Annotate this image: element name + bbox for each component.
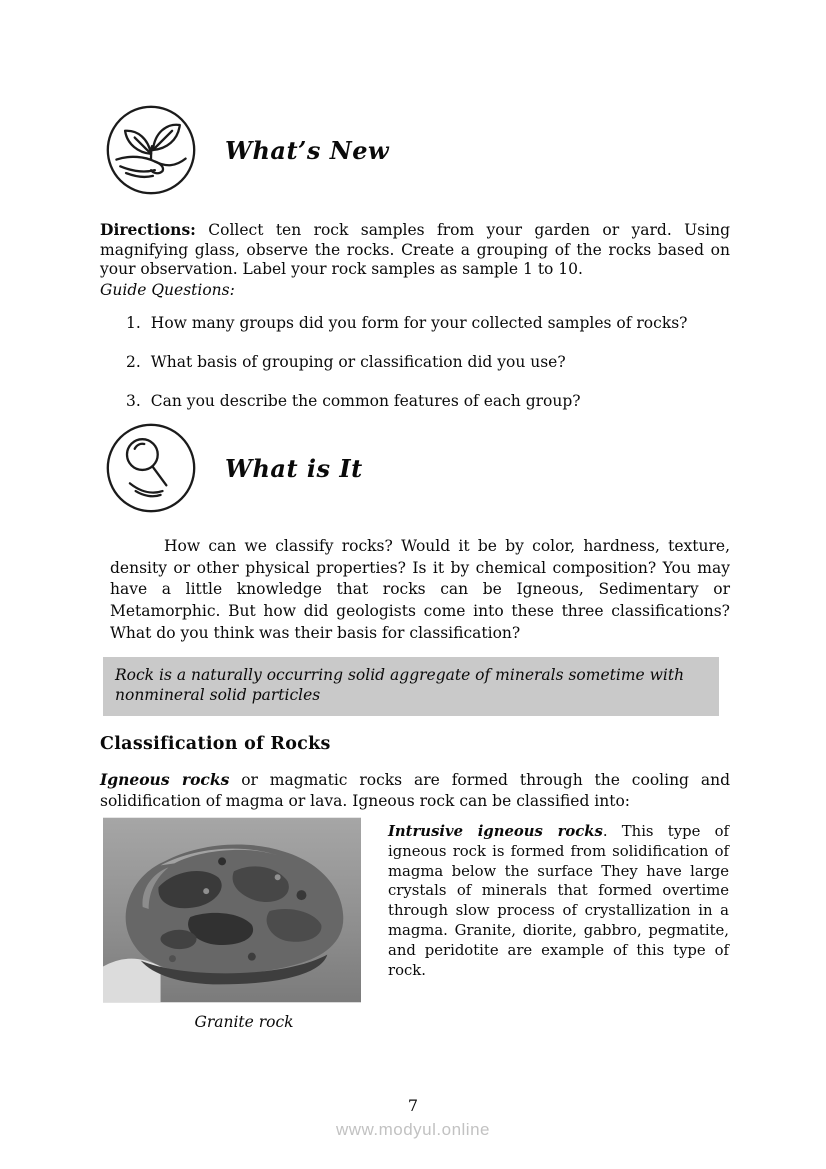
directions-label: Directions: <box>100 220 196 239</box>
list-item <box>126 314 726 332</box>
intrusive-paragraph <box>388 822 729 981</box>
directions-paragraph <box>100 220 730 280</box>
what-is-it-title: What is It <box>225 453 363 483</box>
question-text: What basis of grouping or classification did you use? <box>150 353 566 371</box>
directions-text: Collect ten rock samples from your garden or yard. Using magnifying glass, observe the rocks. Create a grouping of the rocks based on your observation. Label your rock samples as sample 1 to 10. <box>100 221 730 279</box>
question-number: 2. <box>126 353 141 371</box>
igneous-lead: Igneous rocks <box>100 770 230 789</box>
granite-rock-image <box>103 817 361 1003</box>
intrusive-lead: Intrusive igneous rocks <box>388 823 603 840</box>
magnifying-glass-icon <box>103 420 199 516</box>
list-item <box>126 392 726 410</box>
igneous-rest: or magmatic rocks are formed through the cooling and solidification of magma or lava. Igneous rock can be classified into: <box>100 771 730 811</box>
question-text: How many groups did you form for your collected samples of rocks? <box>150 314 688 332</box>
rock-definition-box: Rock is a naturally occurring solid aggregate of minerals sometime with nonmineral solid particles <box>103 657 719 716</box>
question-number: 1. <box>126 314 141 332</box>
figure-caption: Granite rock <box>194 1013 294 1031</box>
seedling-in-hand-icon <box>103 102 199 198</box>
whats-new-header <box>103 102 389 198</box>
classification-heading: Classification of Rocks <box>100 734 331 754</box>
granite-rock-figure <box>103 817 361 1031</box>
question-number: 3. <box>126 392 141 410</box>
igneous-paragraph <box>100 769 730 812</box>
watermark: www.modyul.online <box>335 1120 490 1139</box>
guide-questions-label: Guide Questions: <box>100 281 235 299</box>
question-text: Can you describe the common features of each group? <box>150 392 581 410</box>
list-item <box>126 353 726 371</box>
guide-questions-list <box>126 314 726 431</box>
intrusive-rest: . This type of igneous rock is formed from solidification of magma below the surface They have large crystals of minerals that formed overtime through slow process of crystallization in a magma. Granite, diorite, gabbro, pegmatite, and peridotite are example of this type of rock. <box>388 823 729 979</box>
what-is-it-header <box>103 420 363 516</box>
what-is-it-intro: How can we classify rocks? Would it be by color, hardness, texture, density or other physical properties? Is it by chemical composition? You may have a little knowledge that rocks can be Igneous, Sedimentary or Metamorphic. But how did geologists come into these three classifications? What do you think was their basis for classification? <box>110 537 730 642</box>
page-number: 7 <box>407 1096 419 1115</box>
whats-new-title: What’s New <box>225 135 390 165</box>
